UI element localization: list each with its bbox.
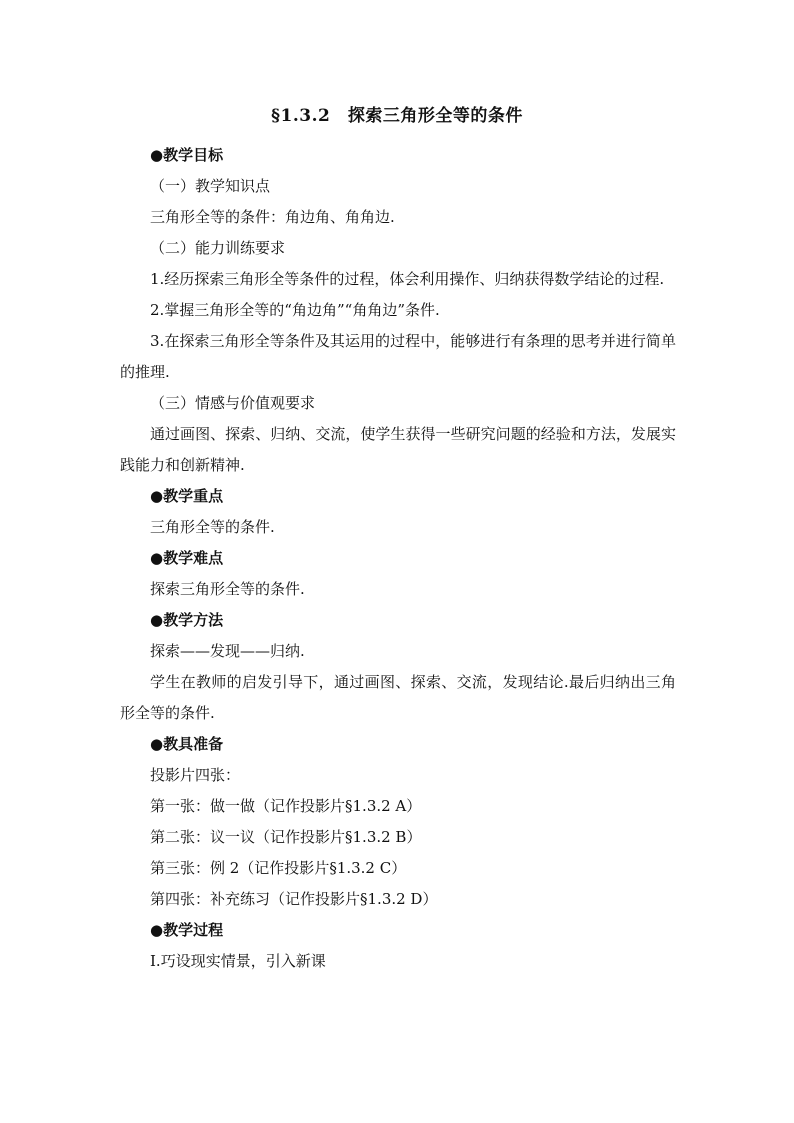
section-heading-difficulties: ●教学难点 [150,549,224,567]
list-item-slide-2: 第二张：议一议（记作投影片§1.3.2 B） [150,828,422,846]
document-title: §1.3.2 探索三角形全等的条件 [271,106,523,126]
paragraph-values: 通过画图、探索、归纳、交流，使学生获得一些研究问题的经验和方法，发展实践能力和创新精神. [120,425,676,474]
subheading-skills: （二）能力训练要求 [150,239,286,257]
list-item-slide-4: 第四张：补充练习（记作投影片§1.3.2 D） [150,890,438,908]
subheading-knowledge: （一）教学知识点 [150,177,271,195]
paragraph-materials: 投影片四张： [150,766,241,784]
section-heading-methods: ●教学方法 [150,611,224,629]
section-heading-key-points: ●教学重点 [150,487,224,505]
list-item-slide-3: 第三张：例 2（记作投影片§1.3.2 C） [150,859,407,877]
paragraph-process-step-1: Ⅰ.巧设现实情景，引入新课 [150,952,326,970]
section-heading-materials: ●教具准备 [150,735,224,753]
list-item-slide-1: 第一张：做一做（记作投影片§1.3.2 A） [150,797,422,815]
paragraph-key-points: 三角形全等的条件. [150,518,275,536]
section-heading-objectives: ●教学目标 [150,146,224,164]
paragraph-difficulties: 探索三角形全等的条件. [150,580,305,598]
paragraph-knowledge: 三角形全等的条件：角边角、角角边. [150,208,395,226]
subheading-values: （三）情感与价值观要求 [150,394,316,412]
paragraph-methods-detail: 学生在教师的启发引导下，通过画图、探索、交流，发现结论.最后归纳出三角形全等的条件. [120,673,676,722]
section-heading-process: ●教学过程 [150,921,224,939]
document-body [120,140,676,977]
paragraph-skill-1: 1.经历探索三角形全等条件的过程，体会利用操作、归纳获得数学结论的过程. [150,270,665,288]
paragraph-skill-3: 3.在探索三角形全等条件及其运用的过程中，能够进行有条理的思考并进行简单的推理. [120,332,676,381]
paragraph-methods: 探索——发现——归纳. [150,642,305,660]
paragraph-skill-2: 2.掌握三角形全等的“角边角”“角角边”条件. [150,301,440,319]
